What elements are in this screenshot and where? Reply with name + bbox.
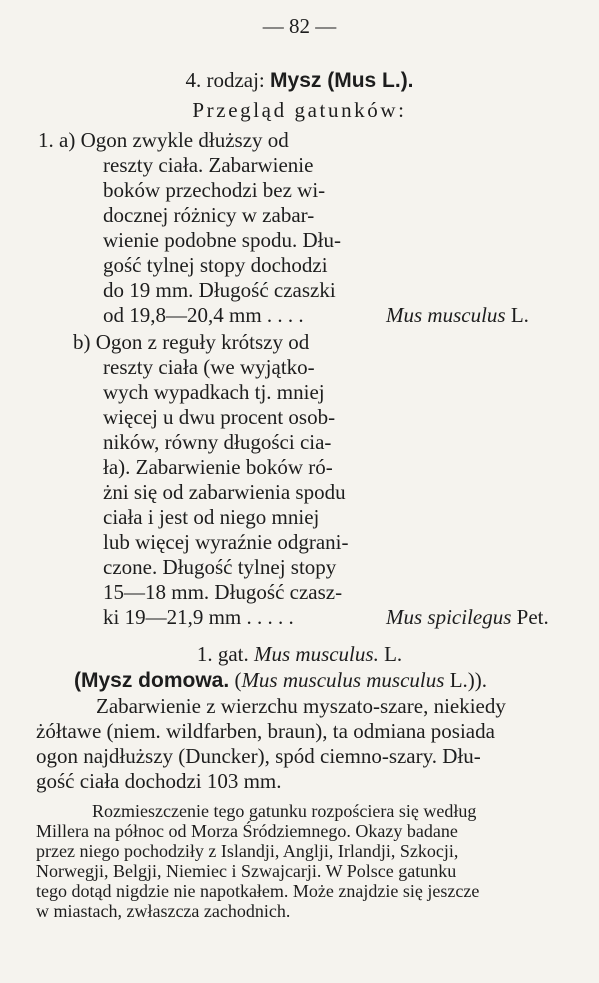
key-b-species-author: Pet. — [511, 605, 549, 629]
species1-distribution-line: Rozmieszczenie tego gatunku rozpościera się według — [92, 801, 477, 821]
key-b-line: ki 19—21,9 mm . . . . . — [103, 605, 294, 629]
species1-subspecies-open: ( — [229, 668, 242, 692]
key-a-line: docznej różnicy w zabar- — [103, 203, 315, 227]
genus-heading-prefix: 4. rodzaj: — [185, 68, 271, 92]
species1-distribution-line: Norwegji, Belgji, Niemiec i Szwajcarji. W Polsce gatunku — [36, 861, 457, 881]
key-b-line: wych wypadkach tj. mniej — [103, 380, 325, 404]
key-b-species-name: Mus spicilegus — [386, 605, 512, 629]
key-b-line: więcej u dwu procent osob- — [103, 405, 336, 429]
species1-distribution-line: przez niego pochodziły z Islandji, Anglji, Irlandji, Szkocji, — [36, 841, 459, 861]
key-a-species-name: Mus musculus — [386, 303, 506, 327]
species1-distribution-line: Millera na północ od Morza Śródziemnego. Okazy badane — [36, 821, 458, 841]
key-a-line: reszty ciała. Zabarwienie — [103, 153, 314, 177]
key-b-line: czone. Długość tylnej stopy — [103, 555, 337, 579]
species1-description-line: gość ciała dochodzi 103 mm. — [36, 769, 282, 793]
key-b-line: ła). Zabarwienie boków ró- — [103, 455, 333, 479]
page-number: — 82 — — [262, 14, 337, 38]
species1-description-line: żółtawe (niem. wildfarben, braun), ta odmiana posiada — [36, 719, 495, 743]
species1-heading-name: Mus musculus. — [253, 642, 379, 666]
key-a-line: do 19 mm. Długość czaszki — [103, 278, 336, 302]
key-a-line: 1. a) Ogon zwykle dłuższy od — [38, 128, 289, 152]
species1-description-line: ogon najdłuższy (Duncker), spód ciemno-szary. Dłu- — [36, 744, 481, 768]
key-b-line: lub więcej wyraźnie odgrani- — [103, 530, 349, 554]
key-a-species-author: L. — [505, 303, 529, 327]
key-b-line: b) Ogon z reguły krótszy od — [73, 330, 310, 354]
genus-heading — [0, 68, 599, 93]
key-b-line: 15—18 mm. Długość czasz- — [103, 580, 343, 604]
species1-subspecies-name: Mus musculus musculus — [241, 668, 445, 692]
species1-heading-author: L. — [378, 642, 403, 666]
species1-common-name: (Mysz domowa. — [74, 669, 230, 692]
genus-name: Mysz (Mus L.). — [270, 69, 414, 92]
key-a-species — [386, 303, 529, 327]
species1-distribution-line: w miastach, zwłaszcza zachodnich. — [36, 901, 291, 921]
key-b-line: ciała i jest od niego mniej — [103, 505, 320, 529]
species1-description-line: Zabarwienie z wierzchu myszato-szare, niekiedy — [96, 694, 506, 718]
key-b-line: ników, równy długości cia- — [103, 430, 332, 454]
species1-heading-prefix: 1. gat. — [196, 642, 254, 666]
species-key-title: Przegląd gatunków: — [192, 98, 407, 122]
key-b-line: reszty ciała (we wyjątko- — [103, 355, 315, 379]
key-a-line: boków przechodzi bez wi- — [103, 178, 326, 202]
key-b-line: żni się od zabarwienia spodu — [103, 480, 346, 504]
key-a-line: wienie podobne spodu. Dłu- — [103, 228, 341, 252]
species1-distribution-line: tego dotąd nigdzie nie napotkałem. Może znajdzie się jeszcze — [36, 881, 480, 901]
species1-subspecies-close: L.)). — [444, 668, 488, 692]
key-a-line: od 19,8—20,4 mm . . . . — [103, 303, 304, 327]
species1-common-name-line — [74, 668, 487, 693]
species1-heading — [0, 642, 599, 666]
key-a-line: gość tylnej stopy dochodzi — [103, 253, 328, 277]
key-b-species — [386, 605, 549, 629]
